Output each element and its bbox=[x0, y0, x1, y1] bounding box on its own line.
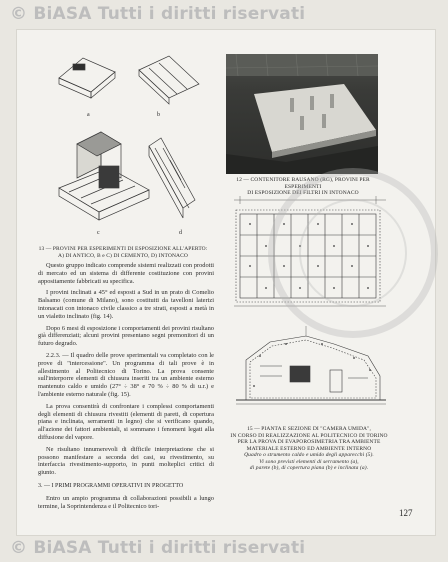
paragraph: Ne risultano innumerevoli di difficile interpretazione che si possono manifestare a seconda dei casi, su rivestimento, su interfaccia rivestimento-supporto, in punti molteplici critici di giunto. bbox=[38, 445, 214, 477]
paragraph: 2.2.3. — Il quadro delle prove sperimentali va completato con le prove di "intercessione". Un programma di tali prove è in allestimento al Politecnico di Torino. La prova consente sull'interporre elementi di chiusura inseriti tra un ambiente esterno mantenuto caldo e umido (27° ÷ 38° e 70 % ÷ 80 % di u.r.) e l'ambiente esterno naturale (fig. 15). bbox=[38, 351, 214, 398]
figure-15-caption: 15 — PIANTA E SEZIONE DI "CAMERA UMIDA", IN CORSO DI REALIZZAZIONE AL POLITECNICO DI TORINO PER LA PROVA DI EVAPOROSIMETRIA TRA AMBIENTE MATERIALE ESTERNO ED AMBIENTE INTERNO Quadro o strumento caldo e umido degli apparecchi (5). Vi sono previsti elementi di serramento (a), di parete (b), di copertura piana (b) e inclinata (a). bbox=[230, 426, 388, 471]
section-heading: 3. — I PRIMI PROGRAMMI OPERATIVI IN PROGETTO bbox=[38, 482, 184, 489]
paragraph: La prova consentirà di confrontare i complessi comportamenti degli elementi di chiusura rivestiti (elementi di pareti, di copertura piana e inclinata, serramenti in legno) che si verificano quando, all'azione dei fattori ambientali, si sommano i fenomeni legati alla diffusione del vapore. bbox=[38, 402, 214, 441]
figure-13-caption: 13 — PROVINI PER ESPERIMENTI DI ESPOSIZIONE ALL'APERTO: A) DI ANTICO, B e C) DI CEMENTO, D) INTONACO bbox=[38, 246, 208, 259]
figure-12-caption: 12 — CONTENITORE BAUSANO (RG), PROVINI PER ESPERIMENTI DI ESPOSIZIONE DEI FILTRI IN INTONACO bbox=[236, 177, 370, 196]
watermark-seal bbox=[268, 168, 438, 338]
label-a: a bbox=[87, 112, 90, 118]
watermark-bottom: © BiASA Tutti i diritti riservati bbox=[10, 538, 306, 558]
paragraph: Questo gruppo indicato comprende sistemi realizzati con prodotti di mercato ed un sistema di differente costituzione con provini appositamente fabbricati su specifica. bbox=[38, 262, 214, 285]
label-c: c bbox=[97, 230, 100, 236]
paragraph: Dopo 6 mesi di esposizione i comportamenti dei provini risultano già differenziati; alcuni provini presentano segni premonitori di un futuro degrado. bbox=[38, 324, 214, 348]
page-number: 127 bbox=[399, 508, 413, 518]
label-b: b bbox=[157, 112, 160, 118]
watermark-top: © BiASA Tutti i diritti riservati bbox=[10, 4, 306, 24]
figure-13-drawings bbox=[39, 48, 209, 248]
label-d: d bbox=[179, 230, 182, 236]
figure-12-photo bbox=[226, 54, 378, 174]
paragraph: Entro un ampio programma di collaborazioni possibili a lungo termine, la Soprintendenza e il Politecnico tori- bbox=[38, 494, 214, 510]
left-column-text bbox=[38, 262, 214, 514]
paragraph: I provini inclinati a 45° ed esposti a Sud in un prato di Comelio Balsamo (comune di Milano), sono costituiti da tavelloni laterizi intonacati con intonaco civile classico a tre strati, esposti a metà in un vialetto inclinato (fig. 14). bbox=[38, 289, 214, 320]
